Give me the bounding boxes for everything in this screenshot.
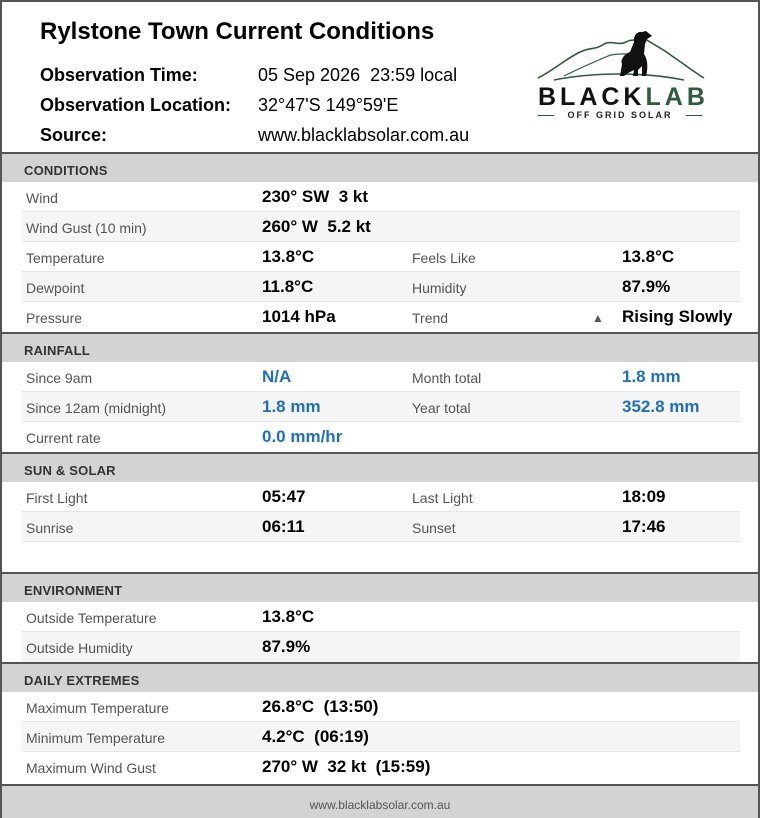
row-wind [22,182,740,212]
trend-value: Rising Slowly [622,307,733,326]
sunset-label: Sunset [412,520,456,536]
outside-humidity-label: Outside Humidity [26,640,133,656]
section-title: RAINFALL [24,343,90,358]
row-wind-gust [22,212,740,242]
page-title: Rylstone Town Current Conditions [40,18,435,45]
feels-like-label: Feels Like [412,250,476,266]
observation-location-value: 32°47'S 149°59'E [258,95,399,115]
sunrise-label: Sunrise [26,520,74,536]
triangle-up-icon: ▲ [592,311,604,325]
section-title: DAILY EXTREMES [24,673,140,688]
source-value: www.blacklabsolar.com.au [258,125,470,145]
row-max-wind-gust [22,752,740,782]
temperature-value: 13.8°C [262,247,315,266]
month-total-value: 1.8 mm [622,367,681,386]
section-title: SUN & SOLAR [24,463,116,478]
observation-time-label: Observation Time: [40,65,198,85]
max-wind-gust-label: Maximum Wind Gust [26,760,156,776]
humidity-value: 87.9% [622,277,671,296]
pressure-value: 1014 hPa [262,307,336,326]
section-title: CONDITIONS [24,163,108,178]
row-outside-temperature [22,602,740,632]
section-rainfall-header [2,332,758,362]
trend-label: Trend [412,310,449,326]
since-midnight-value: 1.8 mm [262,397,321,416]
pressure-label: Pressure [26,310,83,326]
current-rate-value: 0.0 mm/hr [262,427,343,446]
dewpoint-label: Dewpoint [26,280,85,296]
max-temperature-value: 26.8°C (13:50) [262,697,379,716]
wind-gust-label: Wind Gust (10 min) [26,220,147,236]
outside-temperature-value: 13.8°C [262,607,315,626]
outside-temperature-label: Outside Temperature [26,610,157,626]
sunrise-value: 06:11 [262,517,305,536]
logo-tagline: OFF GRID SOLAR [538,110,702,120]
section-extremes-header [2,662,758,692]
row-since-9am [22,362,740,392]
max-temperature-label: Maximum Temperature [26,700,169,716]
row-max-temperature [22,692,740,722]
section-sun-header [2,452,758,482]
footer [2,784,758,818]
row-outside-humidity [22,632,740,662]
observation-time-value: 05 Sep 2026 23:59 local [258,65,458,85]
wind-value: 230° SW 3 kt [262,187,369,206]
year-total-value: 352.8 mm [622,397,700,416]
row-current-rate [22,422,740,452]
section-title: ENVIRONMENT [24,583,123,598]
observation-location-label: Observation Location: [40,95,232,115]
wind-label: Wind [26,190,58,206]
footer-link[interactable]: www.blacklabsolar.com.au [309,798,451,812]
row-first-light [22,482,740,512]
row-temperature [22,242,740,272]
since-9am-label: Since 9am [26,370,93,386]
dewpoint-value: 11.8°C [262,277,314,296]
mountain-dog-icon [534,26,708,84]
since-midnight-label: Since 12am (midnight) [26,400,167,416]
first-light-label: First Light [26,490,88,506]
last-light-label: Last Light [412,490,473,506]
month-total-label: Month total [412,370,482,386]
min-temperature-value: 4.2°C (06:19) [262,727,369,746]
humidity-label: Humidity [412,280,467,296]
temperature-label: Temperature [26,250,105,266]
since-9am-value: N/A [262,367,292,386]
last-light-value: 18:09 [622,487,666,506]
feels-like-value: 13.8°C [622,247,675,266]
row-dewpoint [22,272,740,302]
max-wind-gust-value: 270° W 32 kt (15:59) [262,757,431,776]
current-rate-label: Current rate [26,430,101,446]
source-label: Source: [40,125,108,145]
outside-humidity-value: 87.9% [262,637,311,656]
row-sunrise [22,512,740,542]
logo-wordmark: BLACKLAB [538,83,709,111]
min-temperature-label: Minimum Temperature [26,730,166,746]
blacklab-logo [534,26,708,126]
section-environment-header [2,572,758,602]
row-pressure [22,302,740,332]
header [2,2,758,152]
row-since-midnight [22,392,740,422]
sunset-value: 17:46 [622,517,666,536]
section-conditions-header [2,152,758,182]
empty-spacer [2,542,758,572]
wind-gust-value: 260° W 5.2 kt [262,217,371,236]
first-light-value: 05:47 [262,487,306,506]
row-min-temperature [22,722,740,752]
year-total-label: Year total [412,400,471,416]
